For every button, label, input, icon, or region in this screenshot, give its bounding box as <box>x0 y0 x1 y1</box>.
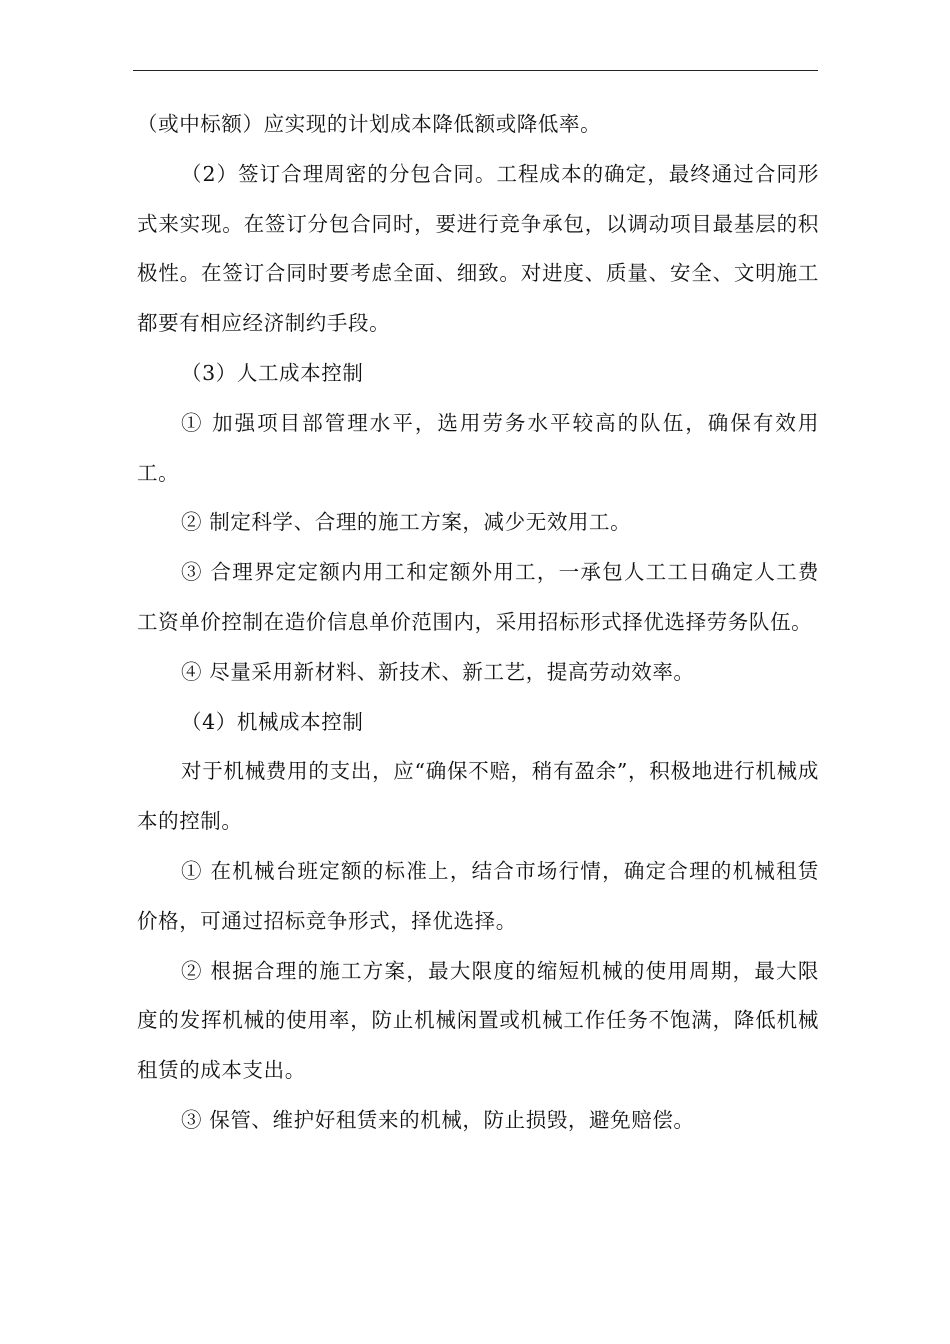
document-body <box>137 100 819 1146</box>
list-item-labor-1: ① 加强项目部管理水平，选用劳务水平较高的队伍，确保有效用工。 <box>137 410 819 485</box>
header-rule <box>133 70 818 71</box>
list-item-machinery-1: ① 在机械台班定额的标准上，结合市场行情，确定合理的机械租赁价格，可通过招标竞争形式，择优选择。 <box>137 858 819 933</box>
heading-labor-cost: （3）人工成本控制 <box>181 360 364 385</box>
list-item-labor-2: ② 制定科学、合理的施工方案，减少无效用工。 <box>181 510 632 535</box>
paragraph-continuation: （或中标额）应实现的计划成本降低额或降低率。 <box>137 112 602 136</box>
list-item-labor-3: ③ 合理界定定额内用工和定额外用工，一承包人工工日确定人工费工资单价控制在造价信息单价范围内，采用招标形式择优选择劳务队伍。 <box>137 560 819 634</box>
paragraph-machinery-intro: 对于机械费用的支出，应“确保不赔，稍有盈余”，积极地进行机械成本的控制。 <box>137 759 819 834</box>
list-item-machinery-2: ② 根据合理的施工方案，最大限度的缩短机械的使用周期，最大限度的发挥机械的使用率，防止机械闲置或机械工作任务不饱满，降低机械租赁的成本支出。 <box>137 958 819 1083</box>
list-item-machinery-3: ③ 保管、维护好租赁来的机械，防止损毁，避免赔偿。 <box>181 1107 695 1132</box>
list-item-labor-4: ④ 尽量采用新材料、新技术、新工艺，提高劳动效率。 <box>181 659 695 684</box>
heading-machinery-cost: （4）机械成本控制 <box>181 709 364 734</box>
paragraph-subcontract: （2）签订合理周密的分包合同。工程成本的确定，最终通过合同形式来实现。在签订分包合同时，要进行竞争承包，以调动项目最基层的积极性。在签订合同时要考虑全面、细致。对进度、质量、安全、文明施工都要有相应经济制约手段。 <box>137 161 819 336</box>
